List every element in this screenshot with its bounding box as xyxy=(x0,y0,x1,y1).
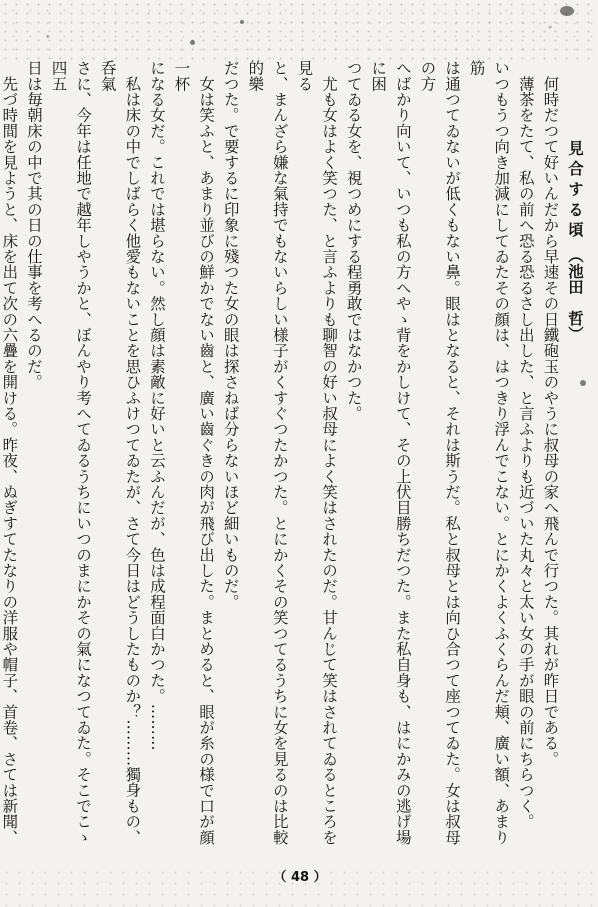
text-line: へばかり向いて、いつも私の方へやゝ背をかしけて、その上伏目勝ちだつた。また私自身も、はにかみの逃げ場に困 xyxy=(369,60,412,845)
scan-noise-top xyxy=(0,0,598,60)
text-line: 私は床の中でしばらく他愛もないことを思ひふけつてゐたが、さて今日はどうしたものか？………獨身もの、呑氣 xyxy=(98,60,142,845)
text-line: 日は毎朝床の中で其の日の仕事を考へるのだ。 xyxy=(24,60,43,390)
text-line: さに、今年は任地で越年しやうかと、ぼんやり考へてゐるうちにいつのまにかその氣になつてゐた。そこでこゝ四五 xyxy=(49,60,93,845)
page-number: （ 48 ） xyxy=(273,870,327,885)
text-line: は通つてゐないが低くもない鼻。眼はとなると、それは斯うだ。私と叔母とは向ひ合つて座つてゐた。女は叔母の方 xyxy=(418,60,462,845)
text-line: 何時だつて好いんだから早速その日鐵砲玉のやうに叔母の家へ飛んで行つた。其れが昨日である。 xyxy=(541,60,560,767)
article-header xyxy=(562,60,587,860)
article-author: （池田 哲） xyxy=(566,247,584,342)
text-line: いつもうつ向き加減にしてゐたその顔は、はつきり浮んでこない。とにかくよくふくらんだ頬、廣い額、あまり筋 xyxy=(467,60,511,845)
text-line: 薄茶をたて、私の前へ恐る恐るさし出した、と言ふよりも近づいた丸々と太い女の手が眼の前にちらつく。 xyxy=(516,60,535,830)
ink-stain xyxy=(560,6,574,16)
text-line: と、まんざら嫌な氣持でもないらしい様子がくすぐつたかつた。とにかくその笑つてるうちに女を見るのは比較的樂 xyxy=(246,60,289,845)
text-line: になる女だ。これでは堪らない。然し顔は素敵に好いと云ふんだが、色は成程面白かつた。……… xyxy=(147,60,166,751)
article-title: 見合する頃 xyxy=(566,140,584,242)
vertical-text-body xyxy=(0,60,587,860)
text-line: だつた。で要するに印象に殘つた女の眼は探さねば分らないほど細いものだ。 xyxy=(221,60,240,610)
text-line: つてゐる女を、視つめにする程勇敢ではなかつた。 xyxy=(344,60,363,422)
ink-stain xyxy=(240,20,244,24)
text-line: 尤も女はよく笑つた、と言ふよりも聊智の好い叔母によく笑はされたのだ。甘んじて笑はされてゐるところを見る xyxy=(295,60,339,845)
text-line: 先づ時間を見ようと、床を出て次の六疊を開ける。昨夜、ぬぎすてたなりの洋服や帽子、首卷、さては新聞、 xyxy=(0,75,19,845)
ink-stain xyxy=(190,40,195,45)
text-line: 女は笑ふと、あまり並びの鮮かでない齒と、廣い齒ぐきの肉が飛び出した。まとめると、眼が糸の様で口が顔一杯 xyxy=(172,60,216,845)
